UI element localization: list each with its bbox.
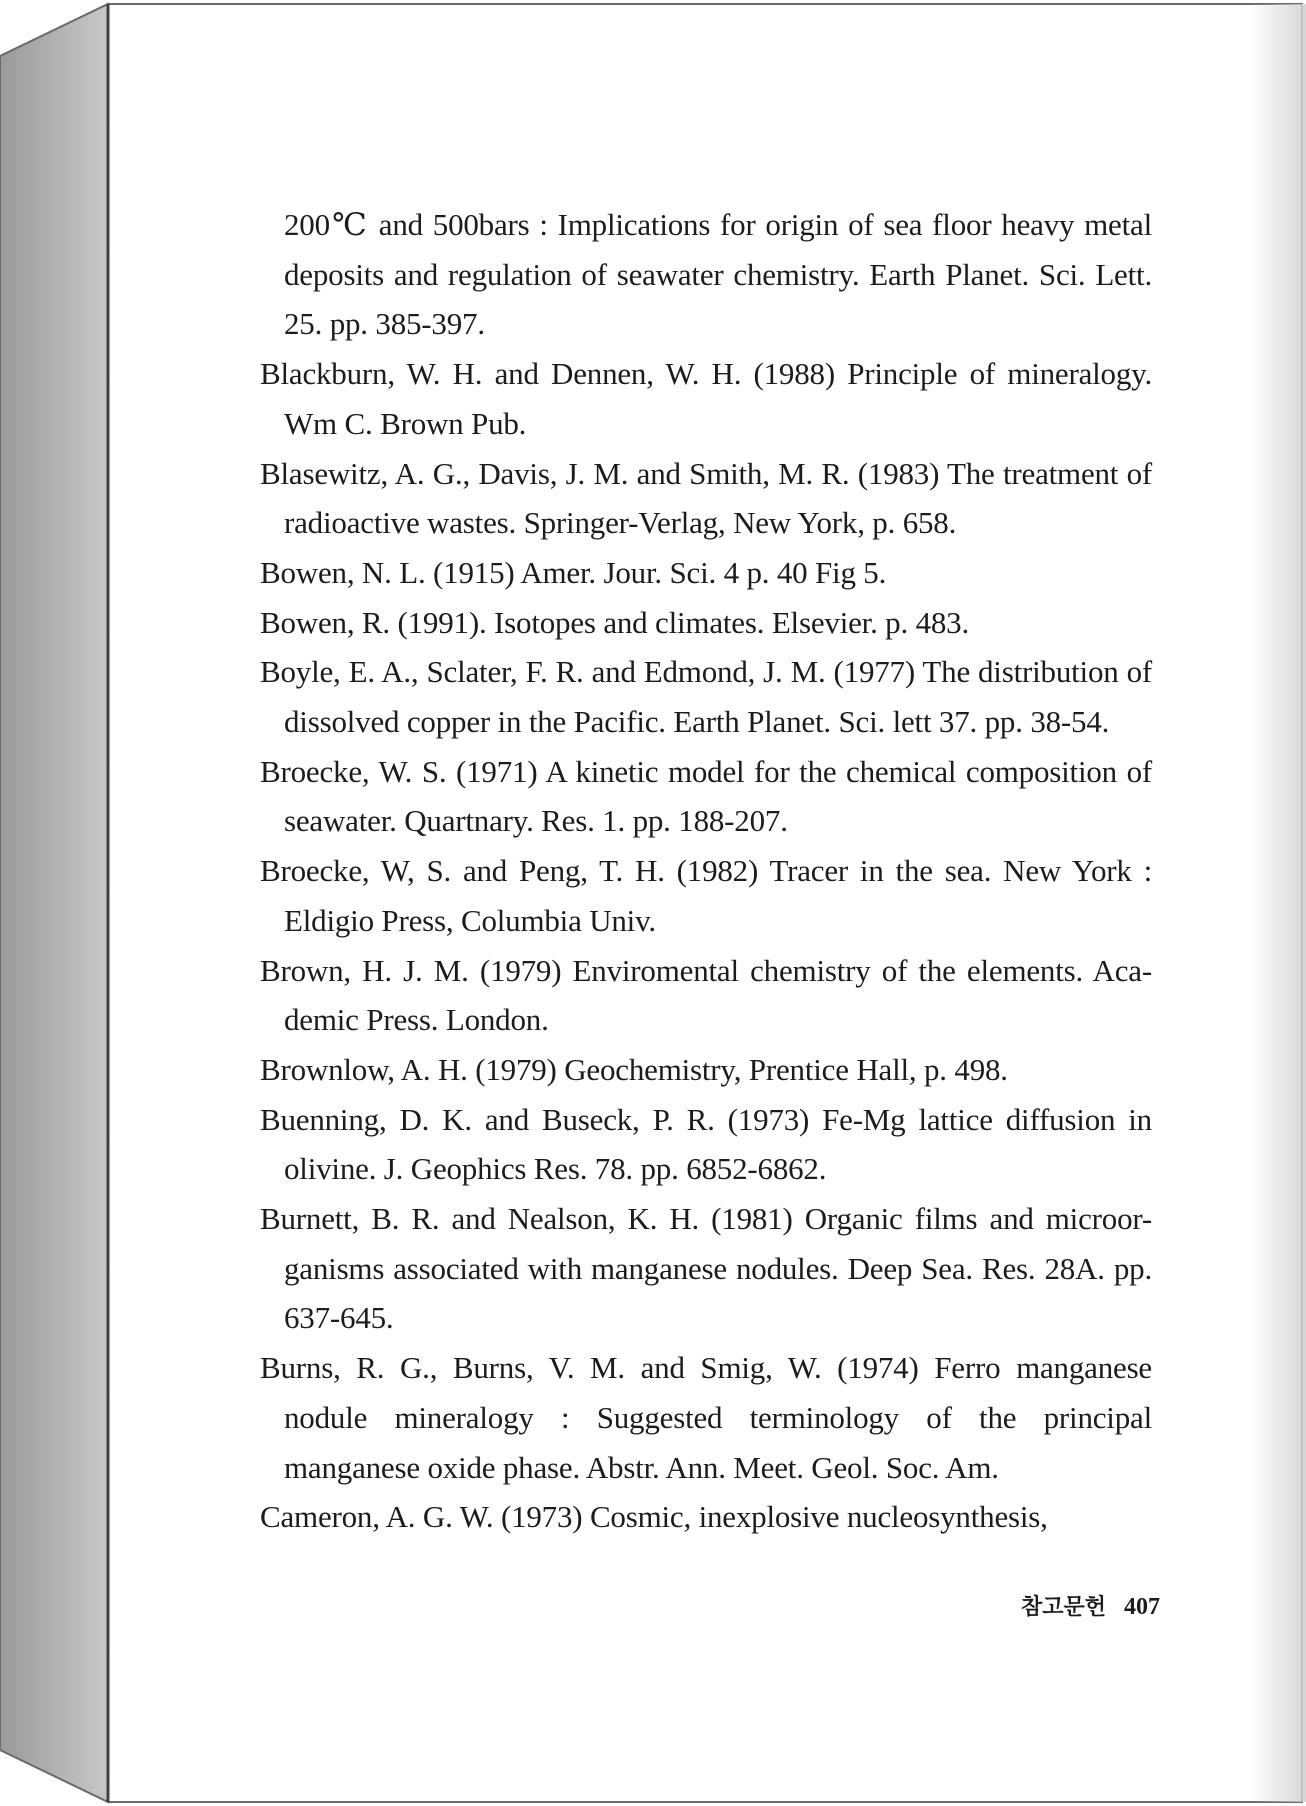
page-number: 407 xyxy=(1124,1594,1160,1620)
reference-entry: Bowen, R. (1991). Isotopes and climates. Elsevier. p. 483. xyxy=(260,604,970,640)
reference-entry-continued: 200℃ and 500bars : Implications for origin of sea floor heavy metal deposits and regulation of seawater chemistry. Earth Planet. Sci. Lett. 25. pp. 385-397. xyxy=(284,207,1152,342)
reference-entry: Bowen, N. L. (1915) Amer. Jour. Sci. 4 p. 40 Fig 5. xyxy=(260,554,887,590)
reference-entry: Broecke, W, S. and Peng, T. H. (1982) Tracer in the sea. New York : Eldigio Press, Columbia Univ. xyxy=(260,853,1152,938)
reference-list xyxy=(260,200,1152,1542)
page-edge-shadow xyxy=(1250,4,1306,1802)
section-label: 참고문헌 xyxy=(1020,1595,1106,1620)
reference-entry: Burns, R. G., Burns, V. M. and Smig, W. (1974) Ferro manganese nodule mineralogy : Suggested terminology of the principal manganese oxide phase. Abstr. Ann. Meet. Geol. Soc. Am. xyxy=(260,1350,1152,1485)
reference-entry: Blackburn, W. H. and Dennen, W. H. (1988) Principle of mineralogy. Wm C. Brown Pub. xyxy=(260,356,1152,441)
reference-entry: Cameron, A. G. W. (1973) Cosmic, inexplosive nucleosynthesis, xyxy=(260,1499,1048,1535)
reference-entry: Broecke, W. S. (1971) A kinetic model for the chemical composition of seawater. Quartnary. Res. 1. pp. 188-207. xyxy=(260,753,1152,839)
reference-entry: Boyle, E. A., Sclater, F. R. and Edmond, J. M. (1977) The distribution of dissolved copper in the Pacific. Earth Planet. Sci. lett 37. pp. 38-54. xyxy=(260,654,1152,740)
reference-entry: Brown, H. J. M. (1979) Enviromental chemistry of the elements. Aca-demic Press. London. xyxy=(260,952,1152,1038)
page-footer xyxy=(980,1590,1160,1621)
reference-entry: Brownlow, A. H. (1979) Geochemistry, Prentice Hall, p. 498. xyxy=(260,1051,1008,1087)
reference-entry: Burnett, B. R. and Nealson, K. H. (1981) Organic films and microor-ganisms associated with manganese nodules. Deep Sea. Res. 28A. pp. 637-645. xyxy=(260,1201,1152,1336)
reference-entry: Blasewitz, A. G., Davis, J. M. and Smith, M. R. (1983) The treatment of radioactive wastes. Springer-Verlag, New York, p. 658. xyxy=(260,455,1152,541)
reference-entry: Buenning, D. K. and Buseck, P. R. (1973) Fe-Mg lattice diffusion in olivine. J. Geophics Res. 78. pp. 6852-6862. xyxy=(260,1101,1152,1187)
